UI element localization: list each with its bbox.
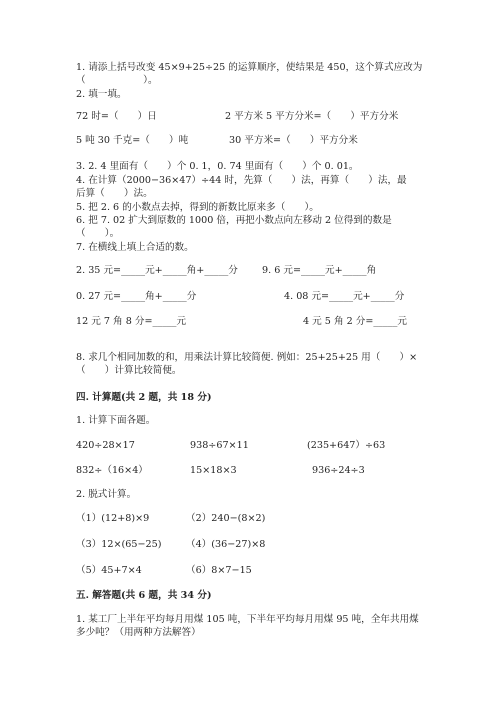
question-2-item-3: 5 吨 30 千克=（ ）吨 [76,135,189,146]
question-4-line-2: 后算（ ）法。 [76,188,153,199]
calc-problem-4: 832÷（16×4） [76,465,148,476]
question-8-line-1: 8. 求几个相同加数的和，用乘法计算比较简便. 例如：25+25+25 用（ ）× [76,352,418,363]
question-7-item-5: 12 元 7 角 8 分=_____元 [76,316,187,327]
question-4-line-1: 4. 在计算（2000−36×47）÷44 时，先算（ ）法，再算（ ）法，最 [76,175,407,186]
word-problem-1-line-1: 1. 某工厂上半年平均每月用煤 105 吨，下半年平均每月用煤 95 吨，全年共用煤 [76,614,419,625]
section-4-part-2-title: 2. 脱式计算。 [76,489,137,500]
stepwise-problem-6: （6）8×7−15 [186,565,252,576]
stepwise-problem-3: （3）12×(65−25) [76,539,162,550]
question-1-line-1: 1. 请添上括号改变 45×9+25÷25 的运算顺序，使结果是 450，这个算式应改为 [76,62,423,73]
section-5-heading: 五. 解答题(共 6 题，共 34 分) [76,590,212,601]
question-2-item-1: 72 时=（ ）日 [76,111,157,122]
calc-problem-2: 938÷67×11 [190,440,249,451]
question-7-item-3: 0. 27 元=_____角+_____分 [76,291,197,302]
question-7-item-6: 4 元 5 角 2 分=_____元 [303,316,407,327]
calc-problem-3: (235+647）÷63 [307,440,386,451]
calc-problem-1: 420÷28×17 [76,440,135,451]
question-3: 3. 2. 4 里面有（ ）个 0. 1，0. 74 里面有（ ）个 0. 01。 [76,161,359,172]
question-7-item-1: 2. 35 元=_____元+_____角+_____分 [76,265,238,276]
question-2-title: 2. 填一填。 [76,89,127,100]
question-2-item-2: 2 平方米 5 平方分米=（ ）平方分米 [225,111,399,122]
stepwise-problem-4: （4）(36−27)×8 [186,539,266,550]
question-1-line-2: （ ）。 [76,75,158,86]
stepwise-problem-2: （2）240−(8×2) [186,513,266,524]
calc-problem-5: 15×18×3 [190,465,237,476]
section-4-part-1-title: 1. 计算下面各题。 [76,415,156,426]
question-2-item-4: 30 平方米=（ ）平方分米 [229,135,358,146]
question-8-line-2: （ ）计算比较简便。 [76,365,182,376]
question-7-item-2: 9. 6 元=_____元+_____角 [262,265,377,276]
section-4-heading: 四. 计算题(共 2 题，共 18 分) [76,392,212,403]
word-problem-1-line-2: 多少吨？（用两种方法解答） [76,627,201,638]
question-5: 5. 把 2. 6 的小数点去掉，得到的新数比原来多（ ）。 [76,202,319,213]
question-6-line-2: （ ）。 [76,228,120,239]
question-7-item-4: 4. 08 元=_____元+_____分 [284,291,405,302]
question-6-line-1: 6. 把 7. 02 扩大到原数的 1000 倍，再把小数点向左移动 2 位得到的数是 [76,215,392,226]
stepwise-problem-5: （5）45+7×4 [76,565,142,576]
question-7-title: 7. 在横线上填上合适的数。 [76,242,194,253]
stepwise-problem-1: （1）(12+8)×9 [76,513,150,524]
calc-problem-6: 936÷24÷3 [312,465,365,476]
